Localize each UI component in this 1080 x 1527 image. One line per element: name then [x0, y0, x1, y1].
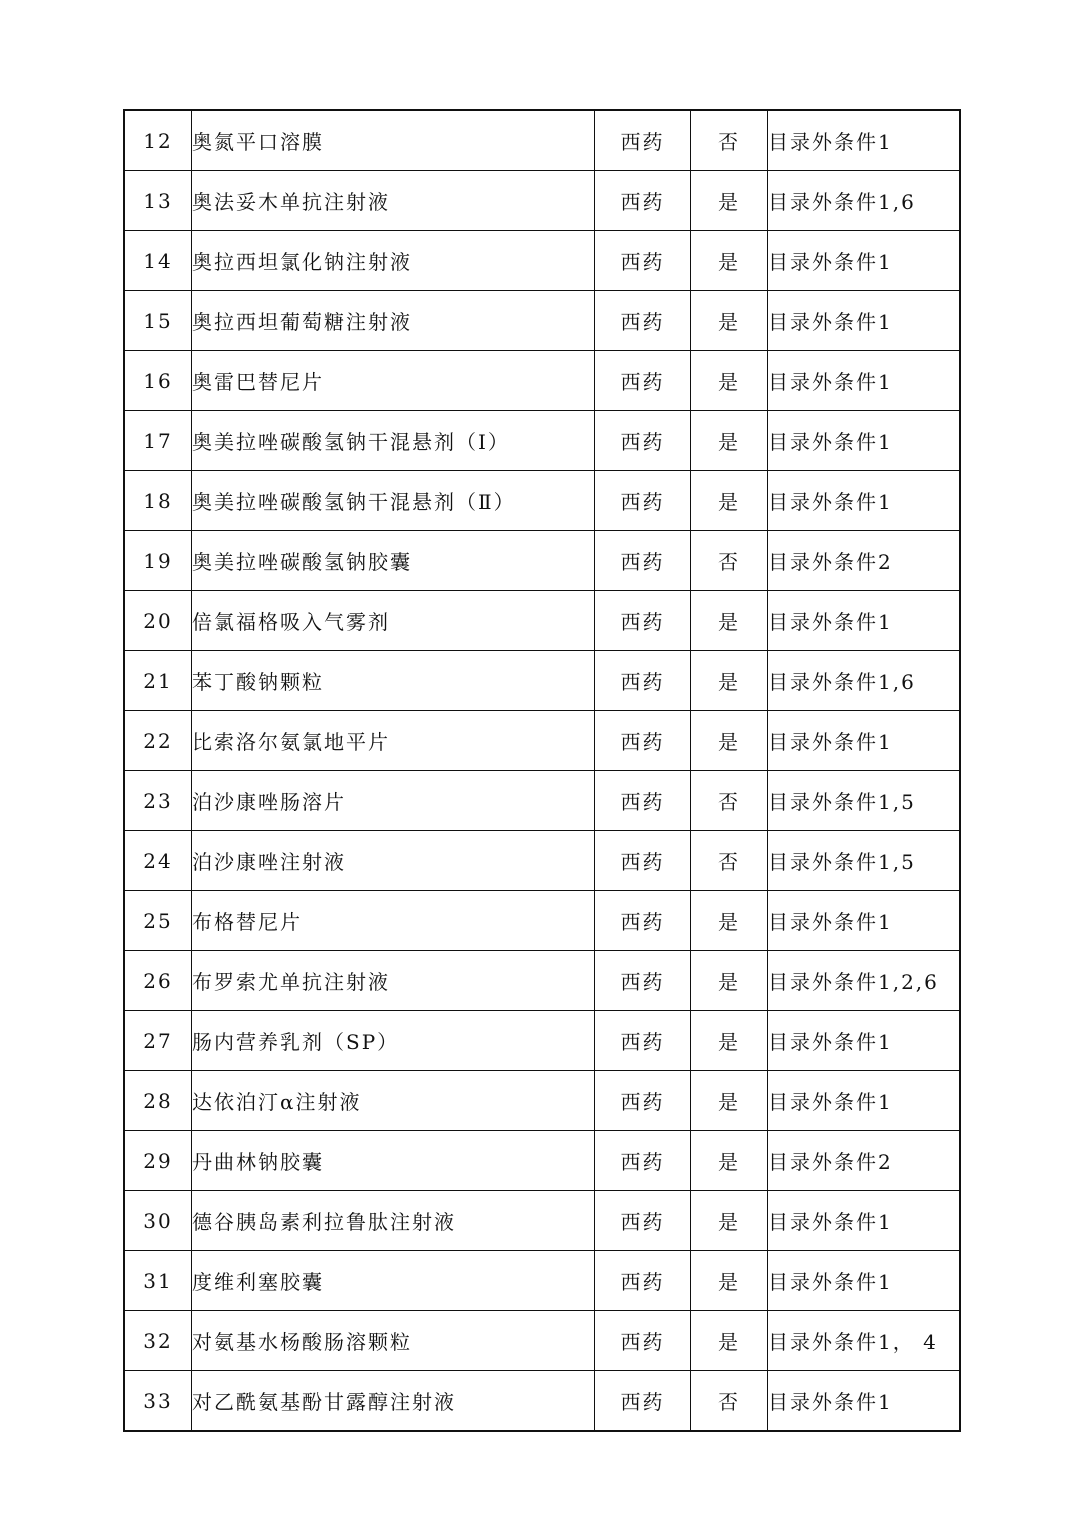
yes-no-flag: 否: [691, 531, 768, 591]
condition: 目录外条件1: [768, 351, 961, 411]
row-number: 12: [124, 110, 192, 171]
table-row: [124, 231, 960, 291]
table-row: [124, 351, 960, 411]
table-row: [124, 1251, 960, 1311]
condition: 目录外条件1,5: [768, 831, 961, 891]
table-row: [124, 1191, 960, 1251]
drug-name: 泊沙康唑注射液: [192, 831, 595, 891]
drug-name: 奥雷巴替尼片: [192, 351, 595, 411]
condition: 目录外条件1: [768, 891, 961, 951]
yes-no-flag: 是: [691, 1131, 768, 1191]
drug-name: 肠内营养乳剂（SP）: [192, 1011, 595, 1071]
yes-no-flag: 是: [691, 351, 768, 411]
row-number: 25: [124, 891, 192, 951]
condition: 目录外条件1,6: [768, 651, 961, 711]
drug-type: 西药: [595, 1071, 691, 1131]
table-row: [124, 831, 960, 891]
table-row: [124, 591, 960, 651]
condition: 目录外条件1: [768, 110, 961, 171]
table-row: [124, 531, 960, 591]
yes-no-flag: 是: [691, 471, 768, 531]
condition: 目录外条件1,5: [768, 771, 961, 831]
row-number: 26: [124, 951, 192, 1011]
condition: 目录外条件1,2,6: [768, 951, 961, 1011]
drug-name: 布格替尼片: [192, 891, 595, 951]
condition: 目录外条件1,6: [768, 171, 961, 231]
yes-no-flag: 是: [691, 1071, 768, 1131]
condition: 目录外条件1: [768, 1191, 961, 1251]
condition: 目录外条件1: [768, 471, 961, 531]
drug-name: 达依泊汀α注射液: [192, 1071, 595, 1131]
row-number: 16: [124, 351, 192, 411]
table-row: [124, 1011, 960, 1071]
row-number: 24: [124, 831, 192, 891]
table-row: [124, 1371, 960, 1432]
drug-type: 西药: [595, 411, 691, 471]
table-row: [124, 411, 960, 471]
drug-type: 西药: [595, 951, 691, 1011]
yes-no-flag: 是: [691, 591, 768, 651]
drug-type: 西药: [595, 110, 691, 171]
yes-no-flag: 是: [691, 891, 768, 951]
table-row: [124, 951, 960, 1011]
table-body: [124, 110, 960, 1431]
yes-no-flag: 是: [691, 651, 768, 711]
drug-type: 西药: [595, 891, 691, 951]
row-number: 31: [124, 1251, 192, 1311]
condition: 目录外条件1: [768, 1011, 961, 1071]
drug-type: 西药: [595, 1011, 691, 1071]
yes-no-flag: 否: [691, 1371, 768, 1432]
table-row: [124, 651, 960, 711]
drug-name: 度维利塞胶囊: [192, 1251, 595, 1311]
drug-name: 奥法妥木单抗注射液: [192, 171, 595, 231]
condition: 目录外条件1: [768, 411, 961, 471]
drug-type: 西药: [595, 591, 691, 651]
drug-name: 奥氮平口溶膜: [192, 110, 595, 171]
row-number: 19: [124, 531, 192, 591]
drug-type: 西药: [595, 771, 691, 831]
condition: 目录外条件1: [768, 1251, 961, 1311]
drug-name: 奥拉西坦氯化钠注射液: [192, 231, 595, 291]
drug-name: 丹曲林钠胶囊: [192, 1131, 595, 1191]
condition: 目录外条件1: [768, 1071, 961, 1131]
condition: 目录外条件2: [768, 531, 961, 591]
row-number: 30: [124, 1191, 192, 1251]
yes-no-flag: 是: [691, 1191, 768, 1251]
condition: 目录外条件1: [768, 711, 961, 771]
drug-type: 西药: [595, 231, 691, 291]
drug-name: 苯丁酸钠颗粒: [192, 651, 595, 711]
drug-name: 对乙酰氨基酚甘露醇注射液: [192, 1371, 595, 1432]
row-number: 18: [124, 471, 192, 531]
drug-name: 奥拉西坦葡萄糖注射液: [192, 291, 595, 351]
drug-name: 比索洛尔氨氯地平片: [192, 711, 595, 771]
row-number: 33: [124, 1371, 192, 1432]
yes-no-flag: 否: [691, 771, 768, 831]
yes-no-flag: 是: [691, 711, 768, 771]
yes-no-flag: 是: [691, 1251, 768, 1311]
row-number: 29: [124, 1131, 192, 1191]
drug-name: 泊沙康唑肠溶片: [192, 771, 595, 831]
drug-type: 西药: [595, 1311, 691, 1371]
table-row: [124, 1071, 960, 1131]
condition: 目录外条件2: [768, 1131, 961, 1191]
row-number: 13: [124, 171, 192, 231]
drug-type: 西药: [595, 171, 691, 231]
table-row: [124, 471, 960, 531]
drug-type: 西药: [595, 1131, 691, 1191]
row-number: 21: [124, 651, 192, 711]
table-row: [124, 771, 960, 831]
table-row: [124, 891, 960, 951]
table-row: [124, 1131, 960, 1191]
row-number: 15: [124, 291, 192, 351]
drug-name: 奥美拉唑碳酸氢钠干混悬剂（Ⅱ）: [192, 471, 595, 531]
drug-type: 西药: [595, 831, 691, 891]
condition: 目录外条件1， 4: [768, 1311, 961, 1371]
drug-type: 西药: [595, 1191, 691, 1251]
row-number: 22: [124, 711, 192, 771]
yes-no-flag: 是: [691, 171, 768, 231]
drug-type: 西药: [595, 291, 691, 351]
drug-name: 布罗索尤单抗注射液: [192, 951, 595, 1011]
drug-type: 西药: [595, 711, 691, 771]
condition: 目录外条件1: [768, 591, 961, 651]
yes-no-flag: 是: [691, 231, 768, 291]
yes-no-flag: 是: [691, 1311, 768, 1371]
drug-type: 西药: [595, 1251, 691, 1311]
row-number: 28: [124, 1071, 192, 1131]
row-number: 23: [124, 771, 192, 831]
drug-type: 西药: [595, 651, 691, 711]
condition: 目录外条件1: [768, 1371, 961, 1432]
drug-name: 倍氯福格吸入气雾剂: [192, 591, 595, 651]
yes-no-flag: 是: [691, 291, 768, 351]
drug-name: 奥美拉唑碳酸氢钠干混悬剂（Ⅰ）: [192, 411, 595, 471]
yes-no-flag: 是: [691, 951, 768, 1011]
drug-type: 西药: [595, 1371, 691, 1432]
yes-no-flag: 是: [691, 1011, 768, 1071]
yes-no-flag: 否: [691, 110, 768, 171]
drug-type: 西药: [595, 531, 691, 591]
drug-name: 对氨基水杨酸肠溶颗粒: [192, 1311, 595, 1371]
table-row: [124, 1311, 960, 1371]
table-row: [124, 291, 960, 351]
row-number: 20: [124, 591, 192, 651]
condition: 目录外条件1: [768, 231, 961, 291]
row-number: 14: [124, 231, 192, 291]
drug-name: 奥美拉唑碳酸氢钠胶囊: [192, 531, 595, 591]
row-number: 17: [124, 411, 192, 471]
yes-no-flag: 否: [691, 831, 768, 891]
yes-no-flag: 是: [691, 411, 768, 471]
table-row: [124, 110, 960, 171]
row-number: 32: [124, 1311, 192, 1371]
drug-list-table: [123, 109, 961, 1432]
drug-name: 德谷胰岛素利拉鲁肽注射液: [192, 1191, 595, 1251]
drug-type: 西药: [595, 351, 691, 411]
row-number: 27: [124, 1011, 192, 1071]
condition: 目录外条件1: [768, 291, 961, 351]
drug-type: 西药: [595, 471, 691, 531]
table-row: [124, 711, 960, 771]
table-row: [124, 171, 960, 231]
